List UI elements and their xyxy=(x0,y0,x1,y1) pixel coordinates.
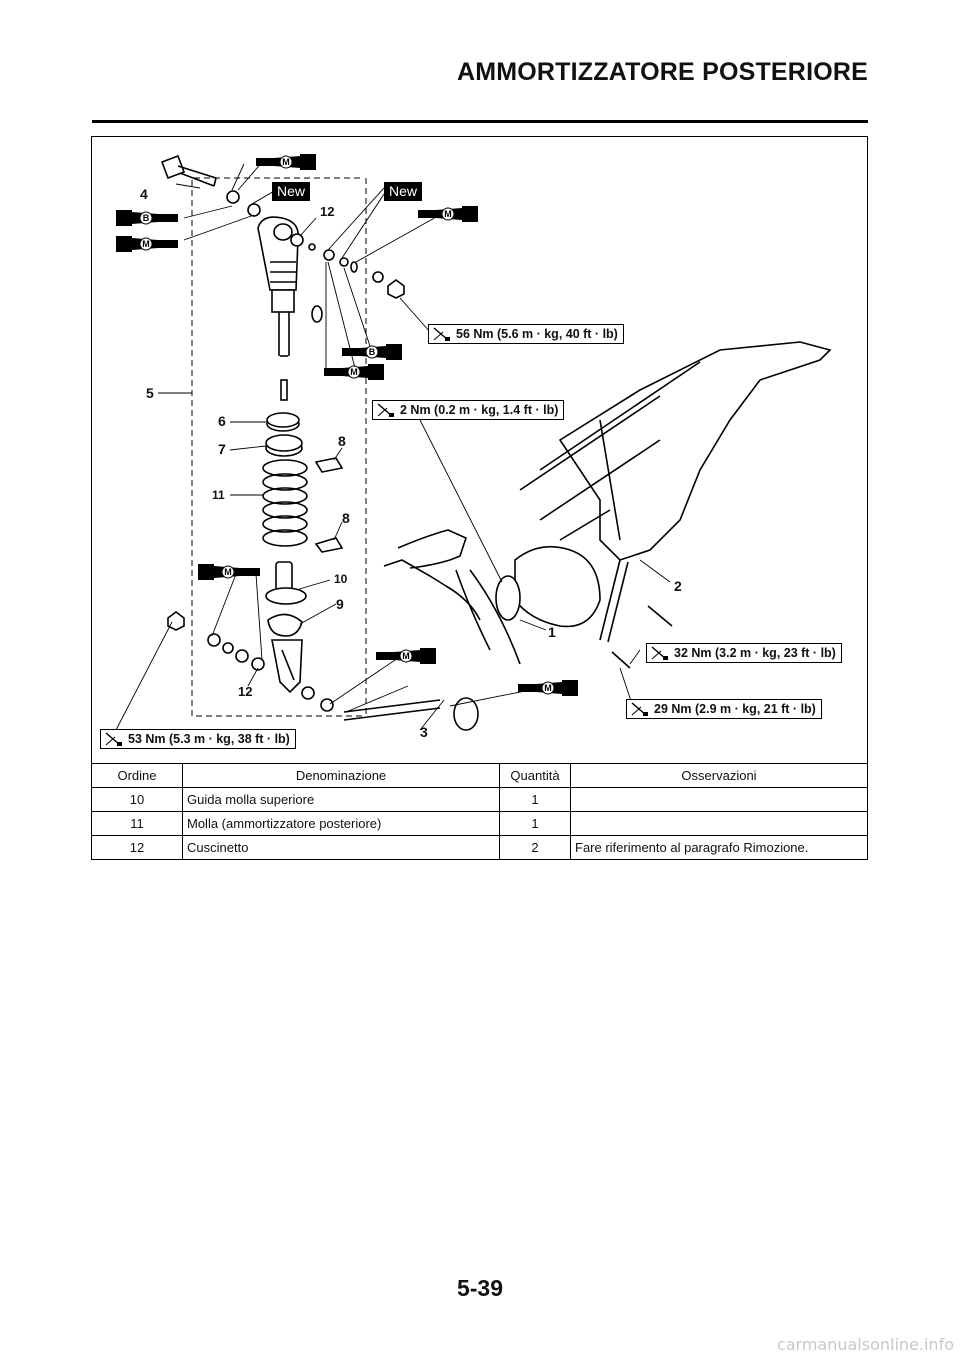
lube-mark-text: B xyxy=(142,213,150,223)
torque-box-29nm xyxy=(626,699,822,719)
lube-mark-text: M xyxy=(282,157,290,167)
callout-7: 7 xyxy=(218,441,226,457)
lube-mark-text: M xyxy=(350,367,358,377)
callout-11: 11 xyxy=(212,488,225,502)
lubricant-m-icon xyxy=(198,564,260,580)
callout-8-upper: 8 xyxy=(338,433,346,449)
new-tag-left: New xyxy=(272,182,310,201)
lube-mark-text: M xyxy=(142,239,150,249)
callout-10: 10 xyxy=(334,572,348,586)
callout-12-bottom: 12 xyxy=(238,684,253,699)
row-notes xyxy=(571,812,868,836)
wrench-icon xyxy=(649,645,671,661)
torque-value: 2 Nm (0.2 m · kg, 1.4 ft · lb) xyxy=(400,403,559,417)
callout-5: 5 xyxy=(146,385,154,401)
wrench-icon xyxy=(431,326,453,342)
header-name: Denominazione xyxy=(183,764,500,788)
lube-mark-text: M xyxy=(224,567,232,577)
watermark: carmanualsonline.info xyxy=(776,1335,954,1354)
lubricant-b-icon xyxy=(342,344,404,360)
row-quantity: 1 xyxy=(500,812,571,836)
row-order: 10 xyxy=(92,788,183,812)
lubricant-m-icon xyxy=(376,648,438,664)
callout-1: 1 xyxy=(548,624,556,640)
page-title: AMMORTIZZATORE POSTERIORE xyxy=(456,58,868,86)
torque-value: 29 Nm (2.9 m · kg, 21 ft · lb) xyxy=(654,702,816,716)
header-quantity: Quantità xyxy=(500,764,571,788)
row-name: Guida molla superiore xyxy=(183,788,500,812)
row-notes: Fare riferimento al paragrafo Rimozione. xyxy=(571,836,868,860)
callout-9: 9 xyxy=(336,596,344,612)
lubricant-m-icon xyxy=(116,236,178,252)
lubricant-m-icon xyxy=(324,364,386,380)
lubricant-b-icon xyxy=(116,210,178,226)
parts-table xyxy=(91,763,868,860)
row-notes xyxy=(571,788,868,812)
wrench-icon xyxy=(103,731,125,747)
lube-mark-text: B xyxy=(368,347,376,357)
lube-mark-text: M xyxy=(402,651,410,661)
callout-4: 4 xyxy=(140,186,148,202)
row-name: Cuscinetto xyxy=(183,836,500,860)
lube-mark-text: M xyxy=(444,209,452,219)
torque-box-2nm xyxy=(372,400,564,420)
row-order: 11 xyxy=(92,812,183,836)
torque-value: 56 Nm (5.6 m · kg, 40 ft · lb) xyxy=(456,327,618,341)
row-name: Molla (ammortizzatore posteriore) xyxy=(183,812,500,836)
torque-value: 53 Nm (5.3 m · kg, 38 ft · lb) xyxy=(128,732,290,746)
lube-mark-text: M xyxy=(544,683,552,693)
table-row xyxy=(92,836,868,860)
callout-6: 6 xyxy=(218,413,226,429)
wrench-icon xyxy=(629,701,651,717)
header-notes: Osservazioni xyxy=(571,764,868,788)
lubricant-m-icon xyxy=(518,680,580,696)
callout-3: 3 xyxy=(420,724,428,740)
torque-box-32nm xyxy=(646,643,842,663)
torque-box-53nm xyxy=(100,729,296,749)
callout-8-lower: 8 xyxy=(342,510,350,526)
wrench-icon xyxy=(375,402,397,418)
torque-box-56nm xyxy=(428,324,624,344)
lubricant-m-icon xyxy=(418,206,480,222)
lubricant-m-icon xyxy=(256,154,318,170)
table-row xyxy=(92,812,868,836)
torque-value: 32 Nm (3.2 m · kg, 23 ft · lb) xyxy=(674,646,836,660)
page-number: 5-39 xyxy=(456,1275,504,1301)
table-header-row xyxy=(92,764,868,788)
callout-12-top: 12 xyxy=(320,204,335,219)
row-order: 12 xyxy=(92,836,183,860)
header-order: Ordine xyxy=(92,764,183,788)
row-quantity: 2 xyxy=(500,836,571,860)
callout-2: 2 xyxy=(674,578,682,594)
new-tag-right: New xyxy=(384,182,422,201)
table-row xyxy=(92,788,868,812)
row-quantity: 1 xyxy=(500,788,571,812)
